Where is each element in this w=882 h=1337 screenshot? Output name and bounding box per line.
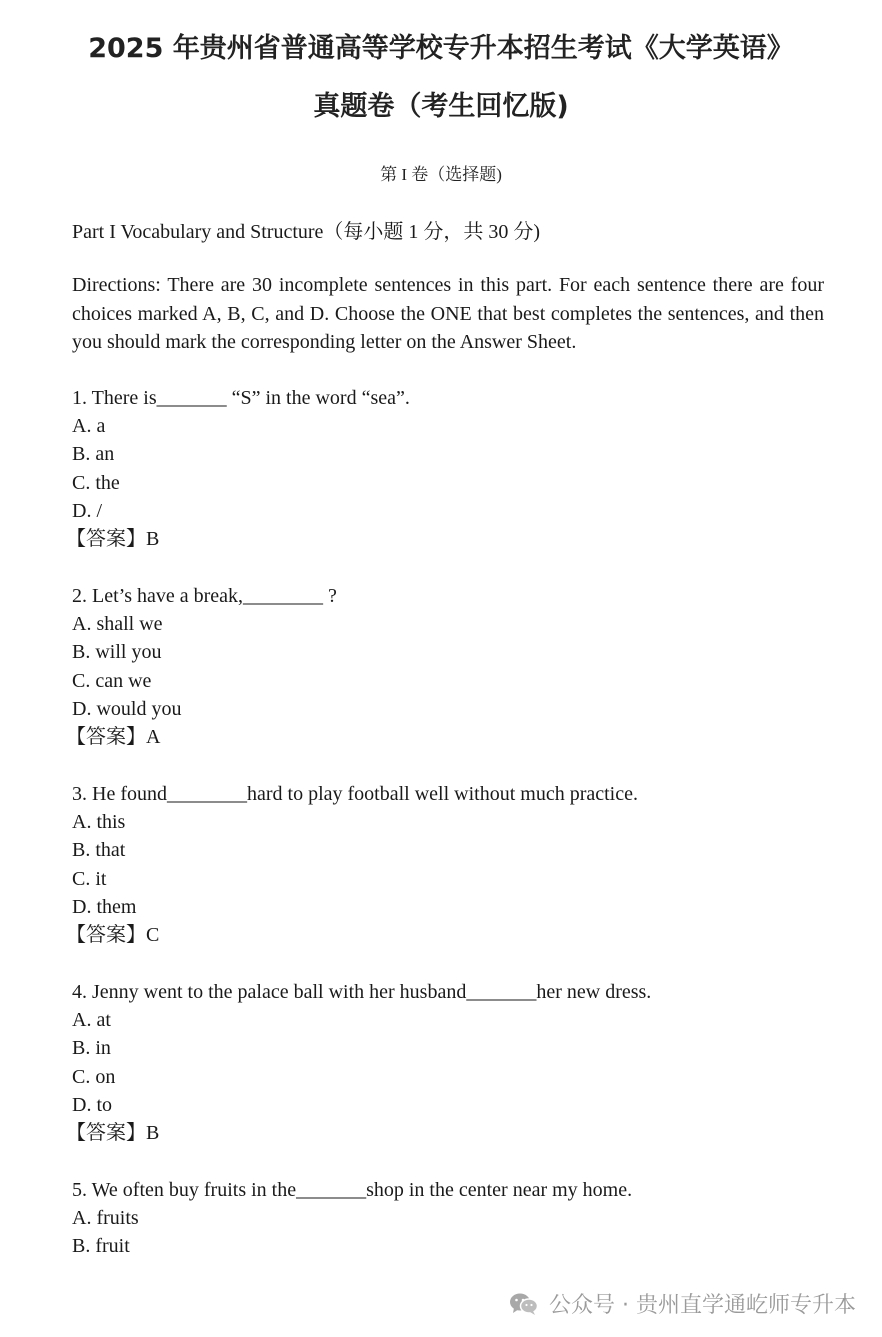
option-a: A. a — [72, 415, 106, 438]
option-d: D. to — [72, 1093, 112, 1116]
answer-key: 【答案】B — [66, 1121, 160, 1144]
part-title: Part I Vocabulary and Structure（每小题 1 分，共 30 分) — [72, 221, 541, 243]
option-a: A. fruits — [72, 1207, 139, 1230]
wechat-watermark — [509, 1288, 856, 1319]
question-4 — [66, 978, 832, 1147]
question-stem: 1. There is_______ “S” in the word “sea”. — [72, 387, 410, 409]
option-c: C. it — [72, 867, 107, 890]
option-b: B. fruit — [72, 1235, 130, 1258]
wechat-icon — [509, 1292, 539, 1316]
question-3 — [66, 780, 832, 949]
option-d: D. / — [72, 499, 102, 522]
option-a: A. at — [72, 1009, 111, 1032]
option-c: C. can we — [72, 669, 152, 692]
option-a: A. this — [72, 811, 126, 834]
option-a: A. shall we — [72, 613, 163, 636]
exam-title-line-2: 真题卷（考生回忆版) — [313, 91, 569, 122]
directions-text: Directions: There are 30 incomplete sentences in this part. For each sentence there are four choices marked A, B, C, and D. Choose the ONE that best completes the sentences, and then you should mark the corresponding letter on the Answer Sheet. — [72, 274, 824, 353]
answer-key: 【答案】A — [66, 725, 161, 748]
option-d: D. would you — [72, 697, 182, 720]
option-c: C. the — [72, 471, 120, 494]
section-title: 第 I 卷（选择题) — [380, 165, 502, 184]
question-stem: 3. He found________hard to play football well without much practice. — [72, 783, 638, 805]
question-stem: 5. We often buy fruits in the_______shop in the center near my home. — [72, 1179, 633, 1201]
question-stem: 2. Let’s have a break,________ ? — [72, 585, 337, 607]
question-2 — [66, 582, 832, 751]
option-b: B. will you — [72, 641, 162, 664]
watermark-text: 公众号 · 贵州直学通屹师专升本 — [549, 1293, 856, 1318]
option-b: B. that — [72, 839, 126, 862]
question-1 — [66, 384, 832, 553]
exam-title-line-1: 2025 年贵州省普通高等学校专升本招生考试《大学英语》 — [88, 33, 794, 64]
answer-key: 【答案】B — [66, 527, 160, 550]
answer-key: 【答案】C — [66, 923, 160, 946]
option-c: C. on — [72, 1065, 116, 1088]
option-b: B. an — [72, 443, 115, 466]
option-b: B. in — [72, 1037, 111, 1060]
question-stem: 4. Jenny went to the palace ball with her husband_______her new dress. — [72, 981, 652, 1003]
question-5 — [72, 1176, 832, 1261]
option-d: D. them — [72, 895, 137, 918]
